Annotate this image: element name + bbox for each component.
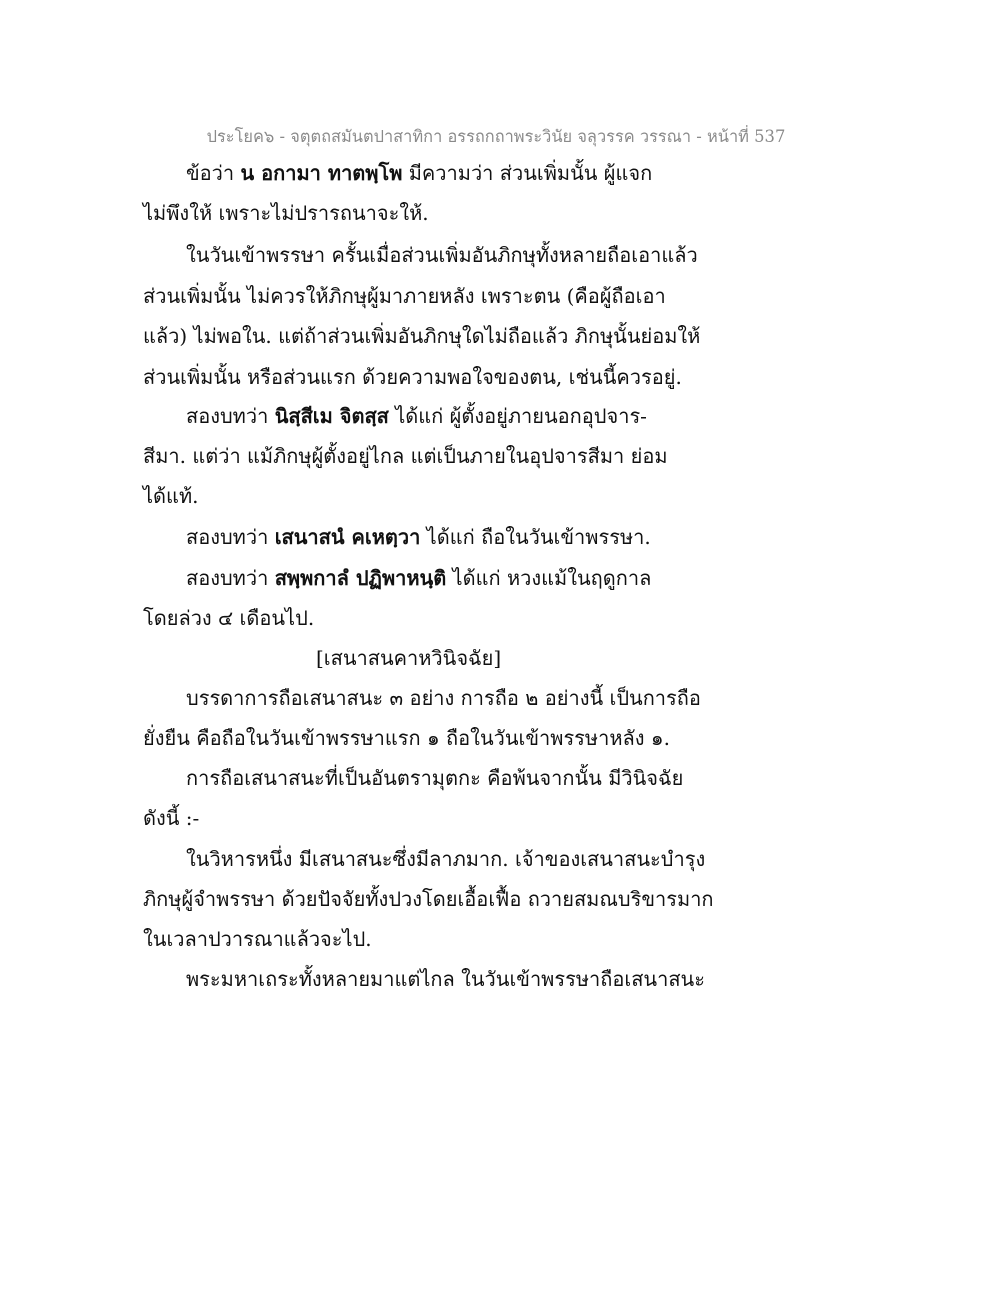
- text-line: ยั่งยืน คือถือในวันเข้าพรรษาแรก ๑ ถือในวันเข้าพรรษาหลัง ๑.: [143, 726, 670, 750]
- text-line: ส่วนเพิ่มนั้น ไม่ควรให้ภิกษุผู้มาภายหลัง เพราะตน (คือผู้ถือเอา: [143, 284, 666, 308]
- text-line: ภิกษุผู้จำพรรษา ด้วยปัจจัยทั้งปวงโดยเอื้อเฟื้อ ถวายสมณบริขารมาก: [143, 887, 714, 911]
- text-line: ไม่พึงให้ เพราะไม่ปรารถนาจะให้.: [143, 201, 429, 225]
- text-line: [186, 525, 651, 549]
- text-line: [186, 566, 651, 590]
- text-line: ดังนี้ :-: [143, 806, 200, 830]
- pali-term: นิสฺสีเม จิตสฺส: [274, 404, 389, 428]
- text-line: ในเวลาปวารณาแล้วจะไป.: [143, 927, 372, 951]
- text-line: โดยล่วง ๔ เดือนไป.: [143, 606, 315, 630]
- text-span: ได้แก่ หวงแม้ในฤดูกาล: [446, 566, 652, 590]
- text-line: [186, 404, 647, 428]
- text-span: มีความว่า ส่วนเพิ่มนั้น ผู้แจก: [402, 161, 653, 185]
- text-line: สีมา. แต่ว่า แม้ภิกษุผู้ตั้งอยู่ไกล แต่เป็นภายในอุปจารสีมา ย่อม: [143, 444, 668, 468]
- text-line: การถือเสนาสนะที่เป็นอันตรามุตกะ คือพ้นจากนั้น มีวินิจฉัย: [186, 766, 684, 790]
- text-line: บรรดาการถือเสนาสนะ ๓ อย่าง การถือ ๒ อย่างนี้ เป็นการถือ: [186, 686, 701, 710]
- text-line: แล้ว) ไม่พอใน. แต่ถ้าส่วนเพิ่มอันภิกษุใดไม่ถือแล้ว ภิกษุนั้นย่อมให้: [143, 324, 701, 348]
- text-span: สองบทว่า: [186, 525, 275, 549]
- text-span: สองบทว่า: [186, 404, 275, 428]
- text-line: ส่วนเพิ่มนั้น หรือส่วนแรก ด้วยความพอใจของตน, เช่นนี้ควรอยู่.: [143, 365, 682, 389]
- page-header: ประโยค๖ - จตุตถสมันตปาสาทิกา อรรถกถาพระวินัย จลุวรรค วรรณา - หน้าที่ 537: [206, 127, 786, 146]
- text-line: [186, 161, 652, 185]
- text-line: ในวิหารหนึ่ง มีเสนาสนะซึ่งมีลาภมาก. เจ้าของเสนาสนะบำรุง: [186, 847, 706, 871]
- text-span: ข้อว่า: [186, 161, 241, 185]
- pali-term: น อกามา ทาตพฺโพ: [240, 161, 403, 185]
- text-line: ได้แท้.: [143, 484, 199, 508]
- text-span: ได้แก่ ถือในวันเข้าพรรษา.: [420, 525, 651, 549]
- pali-term: สพฺพกาลํ ปฏิพาหนฺติ: [274, 566, 447, 590]
- text-line: พระมหาเถระทั้งหลายมาแต่ไกล ในวันเข้าพรรษาถือเสนาสนะ: [186, 967, 705, 991]
- pali-term: เสนาสนํ คเหตฺวา: [274, 525, 421, 549]
- text-line: ในวันเข้าพรรษา ครั้นเมื่อส่วนเพิ่มอันภิกษุทั้งหลายถือเอาแล้ว: [186, 243, 698, 267]
- text-span: ได้แก่ ผู้ตั้งอยู่ภายนอกอุปจาร-: [388, 404, 647, 428]
- section-heading: [เสนาสนคาหวินิจฉัย]: [316, 646, 502, 670]
- text-span: สองบทว่า: [186, 566, 275, 590]
